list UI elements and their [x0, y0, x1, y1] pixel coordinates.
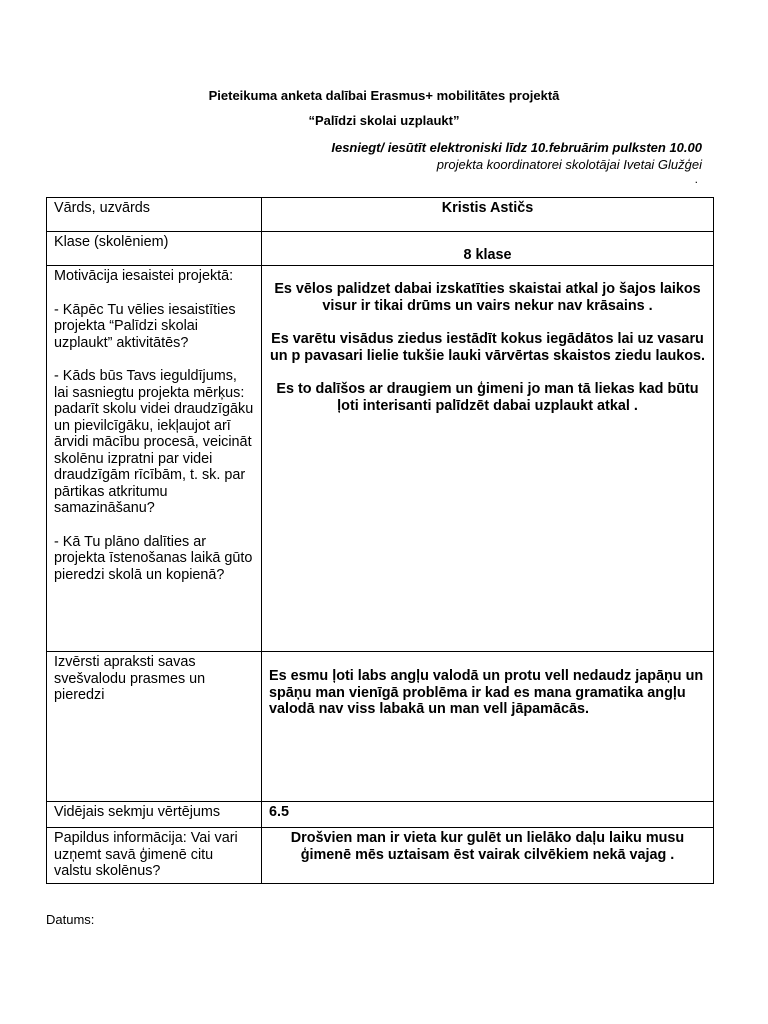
class-value: 8 klase [262, 232, 714, 266]
table-row-name [47, 198, 714, 232]
motivation-answer-1: Es vēlos palidzet dabai izskatīties skaistai atkal jo šajos laikos visur ir tikai drūms un vairs nekur nav krāsains . [274, 281, 701, 314]
coordinator-line: projekta koordinatorei skolotājai Ivetai Glužģei [436, 157, 702, 172]
table-row-motivation [47, 266, 714, 652]
trailing-dot: . [694, 172, 698, 186]
name-value: Kristis Astičs [262, 198, 714, 232]
application-form-table [46, 197, 714, 884]
extra-label: Papildus informācija: Vai vari uzņemt savā ģimenē citu valstu skolēnus? [47, 828, 262, 884]
table-row-extra [47, 828, 714, 884]
motivation-answer [262, 266, 714, 652]
motivation-answer-2: Es varētu visādus ziedus iestādīt kokus iegādātos lai uz vasaru un p pavasari lielie tukšie lauki vārvērtas skaistos ziedu laukos. [269, 331, 706, 364]
table-row-class [47, 232, 714, 266]
form-title: Pieteikuma anketa dalībai Erasmus+ mobilitātes projektā [208, 88, 560, 103]
table-row-languages [47, 652, 714, 802]
submission-deadline: Iesniegt/ iesūtīt elektroniski līdz 10.februārim pulksten 10.00 [331, 140, 702, 155]
motivation-question-1: - Kāpēc Tu vēlies iesaistīties projekta “Palīdzi skolai uzplaukt” aktivitātēs? [54, 301, 236, 351]
class-label: Klase (skolēniem) [47, 232, 262, 266]
table-row-grade [47, 802, 714, 828]
languages-value: Es esmu ļoti labs angļu valodā un protu vell nedaudz japāņu un spāņu man vienīgā problēma ir kad es mana gramatika angļu valodā nav viss labakā un man vell jāpamācās. [262, 652, 714, 802]
name-label: Vārds, uzvārds [47, 198, 262, 232]
motivation-question-3: - Kā Tu plāno dalīties ar projekta īstenošanas laikā gūto pieredzi skolā un kopienā? [54, 533, 253, 583]
motivation-label [47, 266, 262, 652]
extra-value: Drošvien man ir vieta kur gulēt un lielāko daļu laiku musu ģimenē mēs uztaisam ēst vairak cilvēkiem nekā vajag . [262, 828, 714, 884]
languages-label: Izvērsti apraksti savas svešvalodu prasmes un pieredzi [47, 652, 262, 802]
motivation-heading: Motivācija iesaistei projektā: [54, 268, 234, 284]
grade-label: Vidējais sekmju vērtējums [47, 802, 262, 828]
motivation-answer-3: Es to dalīšos ar draugiem un ģimeni jo man tā liekas kad būtu ļoti interisanti palīdzēt dabai uzplaukt atkal . [276, 381, 699, 414]
date-label: Datums: [46, 912, 95, 927]
project-name: “Palīdzi skolai uzplaukt” [308, 113, 460, 128]
grade-value: 6.5 [262, 802, 714, 828]
motivation-question-2: - Kāds būs Tavs ieguldījums, lai sasniegtu projekta mērķus: padarīt skolu videi draudzīgāku un pievilcīgāku, iekļaujot arī ārvidi mācību procesā, veicināt skolēnu izpratni par videi draudzīgām rīcībām, t. sk. par pārtikas atkritumu samazināšanu? [54, 368, 254, 516]
